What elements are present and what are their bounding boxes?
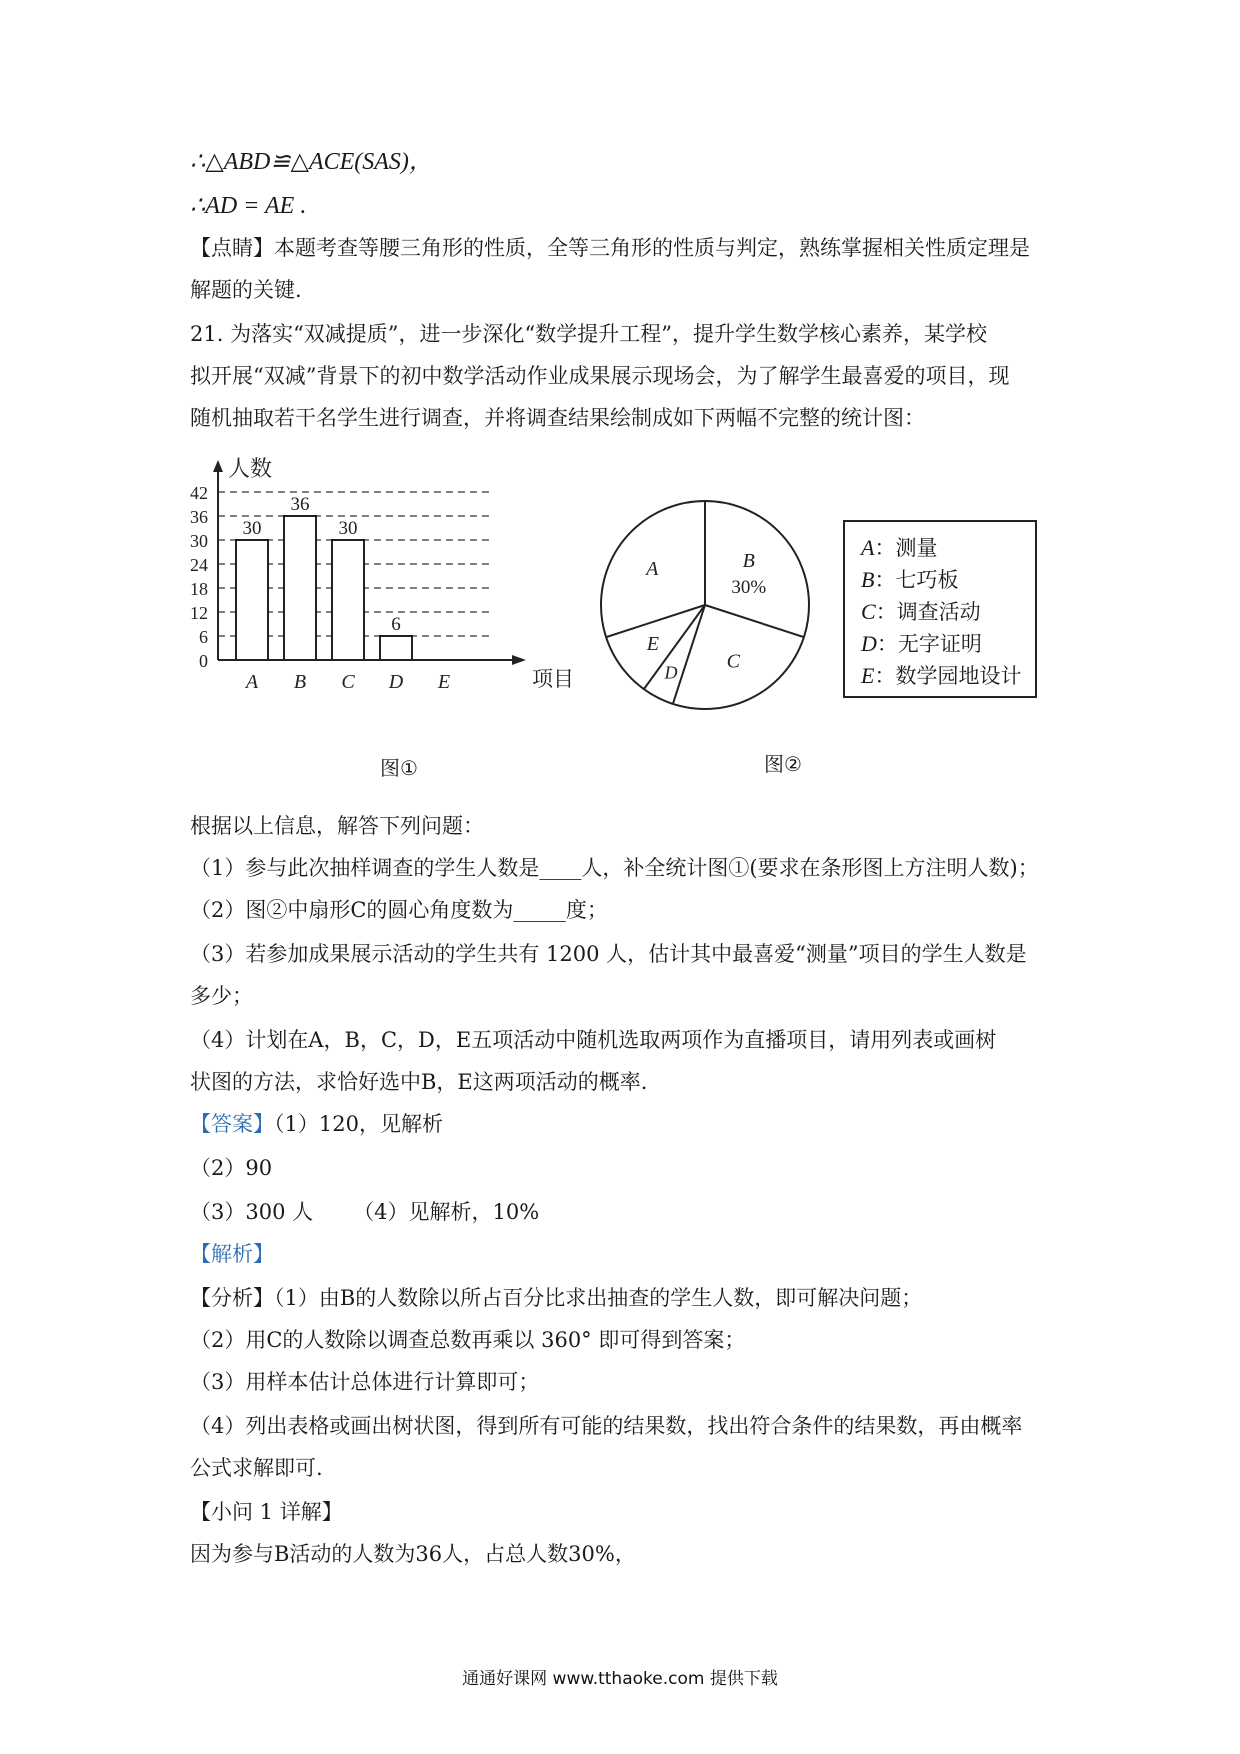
y-axis-label: 人数 (228, 457, 273, 482)
answer-line-2: （2）90 (190, 1156, 273, 1180)
legend-item-e: E：数学园地设计 (861, 663, 1022, 688)
part-1: （1）参与此次抽样调查的学生人数是____人，补全统计图①(要求在条形图上方注明人数)； (190, 856, 1039, 880)
x-tick-label: E (437, 671, 451, 693)
y-tick-label: 36 (190, 507, 208, 527)
pie-slice-label-e: E (646, 632, 659, 655)
x-tick-label: A (245, 671, 259, 693)
pie-chart (590, 490, 820, 720)
part-3-line-2: 多少； (190, 984, 253, 1008)
part-2: （2）图②中扇形C的圆心角度数为_____度； (190, 898, 608, 922)
bar-a (236, 540, 268, 660)
footer: 通通好课网 www.tthaoke.com 提供下载 (462, 1669, 778, 1689)
subquestion-1-heading: 【小问 1 详解】 (190, 1500, 343, 1524)
pie-slice-label-b: B (742, 550, 755, 573)
dianjing-line-1: 【点睛】本题考查等腰三角形的性质，全等三角形的性质与判定，熟练掌握相关性质定理是 (190, 236, 1030, 260)
bar-value-label: 36 (290, 494, 310, 515)
part-4-line-2: 状图的方法，求恰好选中B，E这两项活动的概率. (190, 1070, 648, 1094)
pie-slice-label-c: C (726, 650, 741, 673)
part-4-line-1: （4）计划在A，B，C，D，E五项活动中随机选取两项作为直播项目，请用列表或画树 (190, 1028, 997, 1052)
analysis-line-2: （2）用C的人数除以调查总数再乘以 360° 即可得到答案； (190, 1328, 746, 1352)
question-21-line-3: 随机抽取若干名学生进行调查，并将调查结果绘制成如下两幅不完整的统计图： (190, 406, 925, 430)
y-tick-label: 30 (190, 531, 208, 551)
analysis-line-3: （3）用样本估计总体进行计算即可； (190, 1370, 540, 1394)
y-tick-label: 18 (190, 579, 208, 599)
question-21-line-1: 21. 为落实“双减提质”，进一步深化“数学提升工程”，提升学生数学核心素养，某学校 (190, 322, 988, 346)
y-tick-label: 42 (190, 483, 208, 503)
instructions: 根据以上信息，解答下列问题： (190, 814, 484, 838)
subquestion-1-line: 因为参与B活动的人数为36人，占总人数30%， (190, 1542, 636, 1566)
pie-slice-label-d: D (664, 662, 678, 683)
part-3-line-1: （3）若参加成果展示活动的学生共有 1200 人，估计其中最喜爱“测量”项目的学生人数是 (190, 942, 1027, 966)
bar-value-label: 30 (242, 518, 262, 539)
y-axis-arrow (213, 460, 223, 472)
analysis-line-5: 公式求解即可. (190, 1456, 323, 1480)
x-axis-label: 项目 (532, 667, 574, 691)
y-tick-label: 24 (190, 555, 208, 575)
legend-item-c: C：调查活动 (861, 599, 981, 624)
x-axis-arrow (512, 655, 526, 665)
answer-line-1: 【答案】（1）120，见解析 (190, 1112, 443, 1136)
y-tick-label: 6 (199, 627, 208, 647)
bar-chart-caption: 图① (380, 756, 418, 780)
jiexi-tag: 【解析】 (190, 1242, 274, 1266)
y-tick-label: 12 (190, 603, 208, 623)
pie-legend (843, 520, 1037, 698)
legend-item-a: A：测量 (861, 535, 938, 560)
pie-chart-caption: 图② (764, 752, 802, 776)
answer-line-3: （3）300 人 （4）见解析，10% (190, 1200, 540, 1224)
dianjing-line-2: 解题的关键. (190, 278, 302, 302)
proof-line-2: ∴AD = AE . (190, 193, 307, 219)
analysis-line-1: 【分析】（1）由B的人数除以所占百分比求出抽查的学生人数，即可解决问题； (190, 1286, 923, 1310)
analysis-line-4: （4）列出表格或画出树状图，得到所有可能的结果数，找出符合条件的结果数，再由概率 (190, 1414, 1023, 1438)
y-tick-label: 0 (199, 651, 208, 671)
bar-b (284, 516, 316, 660)
x-tick-label: C (341, 671, 355, 693)
proof-line-1: ∴△ABD≌△ACE(SAS)， (190, 149, 433, 175)
x-tick-label: B (293, 671, 307, 693)
answer-tag: 【答案】 (190, 1112, 274, 1136)
bar-d (380, 636, 412, 660)
pie-slice-percent: 30% (731, 577, 767, 599)
bar-chart (190, 457, 600, 770)
x-tick-label: D (388, 671, 404, 693)
question-21-line-2: 拟开展“双减”背景下的初中数学活动作业成果展示现场会，为了解学生最喜爱的项目，现 (190, 364, 1010, 388)
legend-item-b: B：七巧板 (861, 567, 959, 592)
pie-slice-label-a: A (646, 558, 659, 581)
bar-c (332, 540, 364, 660)
bar-value-label: 30 (338, 518, 358, 539)
bar-value-label: 6 (391, 614, 401, 635)
legend-item-d: D：无字证明 (861, 631, 982, 656)
